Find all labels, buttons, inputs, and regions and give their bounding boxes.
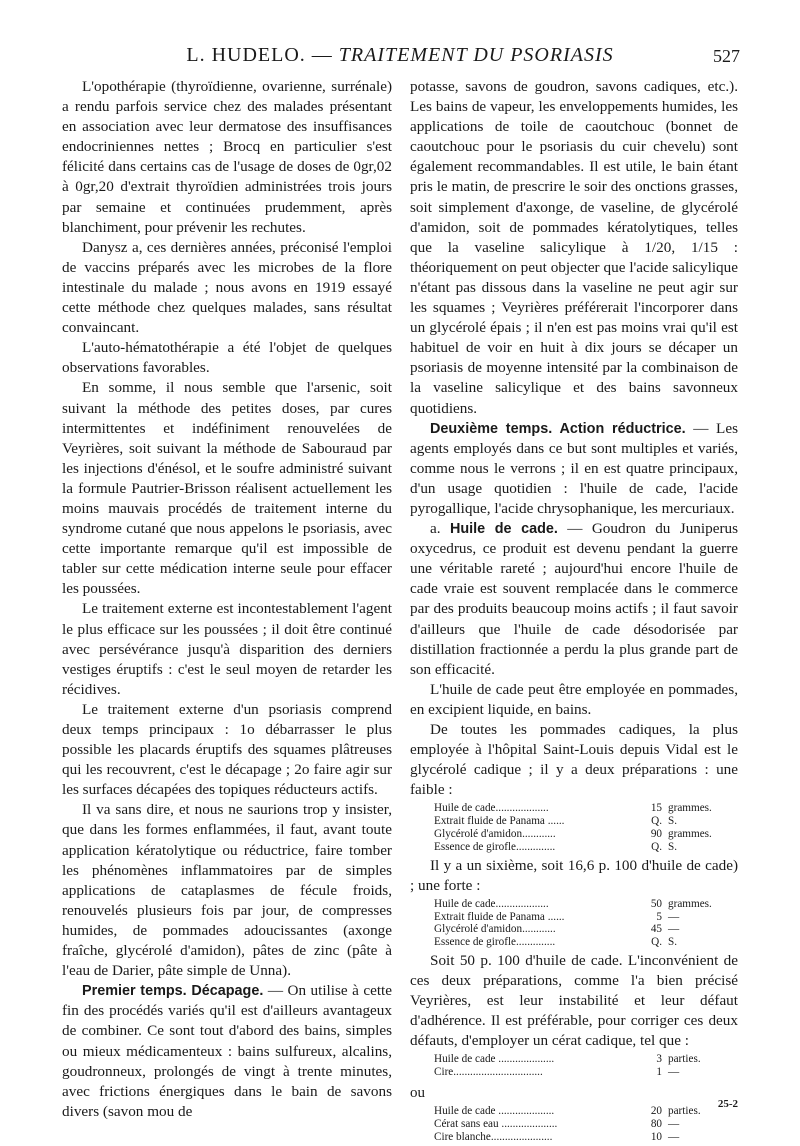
section-heading: Deuxième temps. Action réductrice. <box>430 420 686 437</box>
formula-row: Glycérolé d'amidon............ 45 — <box>434 923 680 936</box>
formula-row: Essence de girofle.............. Q. S. <box>434 840 678 853</box>
formula-faible <box>434 802 738 853</box>
formula-row: Huile de cade................... 50 grammes. <box>434 897 712 910</box>
paragraph <box>410 519 738 680</box>
formula-row: Huile de cade .................... 20 parties. <box>434 1105 701 1118</box>
formula-row: Cire................................ 1 — <box>434 1066 680 1079</box>
or-separator: ou <box>410 1085 425 1101</box>
right-column <box>410 77 738 1145</box>
paragraph-text: — Les agents employés dans ce but sont multiples et variés, comme nous le verrons ; il en est quatre principaux, d'un usage quotidien : l'huile de cade, l'acide pyrogallique, l'acide chrysophanique, les mercuriaux. <box>410 419 738 517</box>
formula-row: Extrait fluide de Panama ...... Q. S. <box>434 815 678 828</box>
paragraph: Danysz a, ces dernières années, préconisé l'emploi de vaccins préparés avec les microbes de la flore intestinale du malade ; nous avons en 1919 essayé cette méthode chez quelques malades, sans résultat convaincant. <box>62 238 392 337</box>
paragraph <box>62 981 392 1122</box>
paragraph: L'huile de cade peut être employée en pommades, en excipient liquide, en bains. <box>410 680 738 718</box>
formula-row: Essence de girofle.............. Q. S. <box>434 936 678 949</box>
paragraph: Soit 50 p. 100 d'huile de cade. L'inconvénient de ces deux préparations, comme l'a bien précisé Veyrières, est leur instabilité et leur défaut d'adhérence. Il est préférable, pour corriger ces deux défauts, d'employer un cérat cadique, tel que : <box>410 951 738 1050</box>
paragraph: L'opothérapie (thyroïdienne, ovarienne, surrénale) a rendu parfois service chez des malades présentant en association avec leur dermatose des insuffisances endocriniennes nettes ; Brocq en particulier s'est félicité dans certains cas de l'usage de doses de 0gr,02 à 0gr,20 d'extrait thyroïdien administrées trois jours par semaine et continuées prudemment, après blanchiment, pour prévenir les rechutes. <box>62 78 392 236</box>
page-number: 527 <box>713 46 740 66</box>
paragraph: En somme, il nous semble que l'arsenic, soit suivant la méthode des petites doses, par cures intermittentes et indéfiniment renouvelées de Veyrières, soit suivant la méthode de Sabouraud par les injections d'énésol, et le soufre administré suivant la formule Pautrier-Brisson réalisent actuellement les moins mauvais procédés de traitement interne du syndrome cutané que nous appelons le psoriasis, avec cette importante remarque qu'il est impossible de tabler sur cette médication interne seule pour effacer les poussées. <box>62 379 392 598</box>
paragraph: Le traitement externe est incontestablement l'agent le plus efficace sur les poussées ; il doit être continué avec persévérance jusqu'à disparition des derniers vestiges éruptifs : c'est le seul moyen de retarder les récidives. <box>62 600 392 698</box>
formula-row: Cérat sans eau .................... 80 — <box>434 1117 680 1130</box>
paragraph: potasse, savons de goudron, savons cadiques, etc.). Les bains de vapeur, les enveloppements humides, les applications de toile de caoutchouc (bonnet de caoutchouc pour le psoriasis du cuir chevelu) sont également recommandables. Il est utile, le bain étant pris le matin, de prescrire le soir des onctions grasses, soit simplement d'axonge, de vaseline, de glycérolé d'amidon, soit de pommades kératolytiques, telles que la vaseline salicylique à 1/20, 1/15 : théoriquement on peut objecter que l'acide salicylique n'étant pas dissous dans la vaseline ne peut agir sur les squames ; Veyrières préférerait l'incorporer dans un glycérolé épais ; il n'en est pas moins vrai qu'il est habituel de voir en huit à dix jours se décaper un psoriasis de moyenne intensité par la combinaison de la vaseline salicylique et des bains savonneux quotidiens. <box>410 78 738 417</box>
author-name: L. HUDELO. — <box>186 44 339 66</box>
paragraph: Il y a un sixième, soit 16,6 p. 100 d'huile de cade) ; une forte : <box>410 856 738 894</box>
formula-forte <box>434 898 738 949</box>
paragraph: Il va sans dire, et nous ne saurions trop y insister, que dans les formes enflammées, il faut, avant toute application kératolytique ou réductrice, faire tomber les phénomènes inflammatoires par de simples applications de cataplasmes de fécule froids, renouvelés plusieurs fois par jour, de compresses humides, de pommades adoucissantes (axonge fraîche, glycérolé d'amidon), pâtes de zinc (pâte à l'eau de Darier, pâte simple de Unna). <box>62 801 392 980</box>
formula-cerat-2 <box>434 1105 738 1143</box>
formula-row: Huile de cade................... 15 grammes. <box>434 802 712 815</box>
paragraph <box>410 419 738 519</box>
formula-row: Extrait fluide de Panama ...... 5 — <box>434 910 680 923</box>
running-header <box>60 44 740 74</box>
paragraph-text: — Goudron du Juniperus oxycedrus, ce produit est devenu pendant la guerre une véritable rareté ; aujourd'hui encore l'huile de cade vraie est souvent remplacée dans le commerce par des produits beaucoup moins actifs ; il faut savoir d'ailleurs que l'huile de cade désodorisée par distillation fractionnée a perdu la plus grande part de son efficacité. <box>410 520 739 678</box>
section-heading: Huile de cade. <box>449 521 558 538</box>
formula-row: Glycérolé d'amidon............ 90 grammes. <box>434 827 712 840</box>
section-heading: Premier temps. Décapage. <box>82 983 264 1000</box>
left-column <box>62 77 392 1122</box>
article-title: TRAITEMENT DU PSORIASIS <box>338 44 614 66</box>
formula-cerat-1 <box>434 1053 738 1079</box>
formula-row: Cire blanche...................... 10 — <box>434 1130 680 1143</box>
paragraph: De toutes les pommades cadiques, la plus employée à l'hôpital Saint-Louis depuis Vidal est le glycérolé cadique ; il y a deux préparations : une faible : <box>410 721 738 799</box>
signature-mark: 25-2 <box>717 1098 738 1110</box>
formula-row: Huile de cade .................... 3 parties. <box>434 1053 701 1066</box>
paragraph: Le traitement externe d'un psoriasis comprend deux temps principaux : 1o débarrasser le plus possible les placards éruptifs des squames plâtreuses qui les recouvrent, c'est le décapage ; 2o faire agir sur les surfaces décapées des topiques réducteurs actifs. <box>62 700 392 799</box>
running-title <box>60 44 740 67</box>
paragraph: L'auto-hématothérapie a été l'objet de quelques observations favorables. <box>62 339 392 377</box>
paragraph-text: — On utilise à cette fin des procédés variés qu'il est d'ailleurs avantageux de combiner. Ce sont tout d'abord des bains, simples ou mieux médicamenteux : bains sulfureux, alcalins, goudronneux, prolongés de vingt à trente minutes, avec frictions énergiques dans le bain de savons divers (savon mou de <box>62 982 393 1120</box>
list-label: a. <box>430 520 441 538</box>
